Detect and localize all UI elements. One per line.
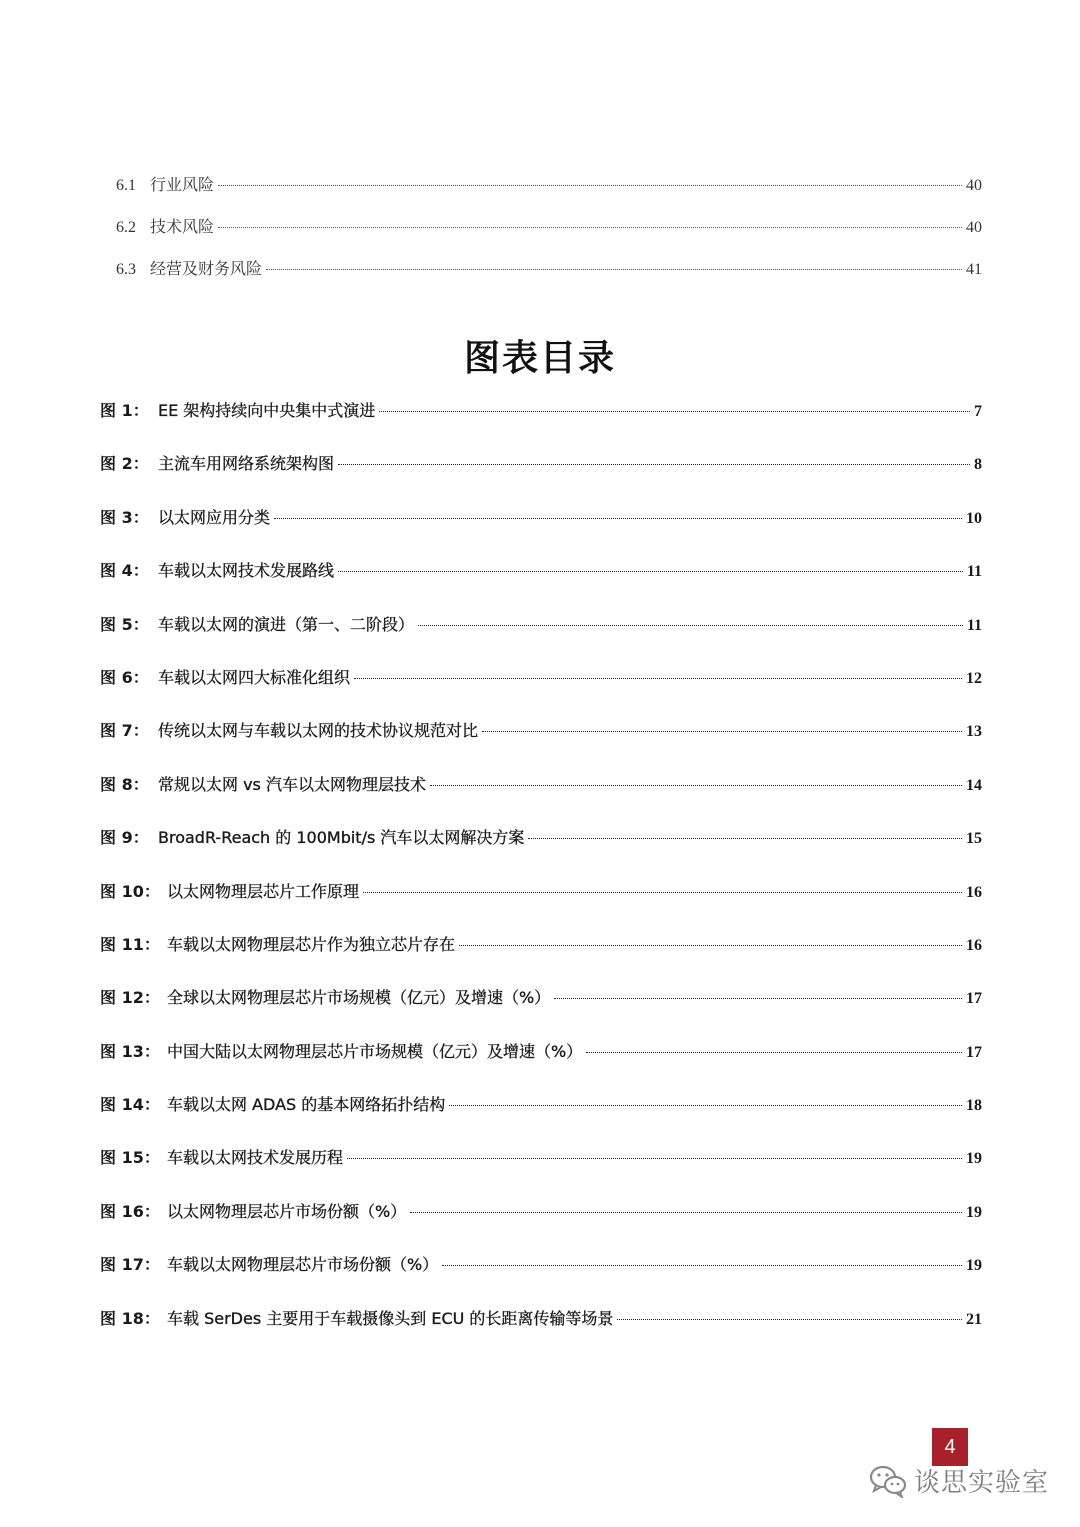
toc-title: 行业风险 (150, 175, 215, 194)
figure-label: 图 14： (100, 1095, 160, 1115)
figure-label: 图 13： (100, 1041, 160, 1061)
dot-leader (617, 1319, 962, 1320)
watermark (868, 1462, 1049, 1499)
figure-title: 传统以太网与车载以太网的技术协议规范对比 (158, 721, 479, 741)
figure-row[interactable] (100, 985, 982, 1038)
dot-leader (442, 1265, 962, 1266)
figure-title: 以太网物理层芯片工作原理 (167, 881, 360, 901)
figure-row[interactable] (100, 1252, 982, 1305)
dot-leader (338, 571, 963, 572)
figure-row[interactable] (100, 451, 982, 504)
figure-page: 16 (966, 883, 982, 901)
figure-title: 中国大陆以太网物理层芯片市场规模（亿元）及增速（%） (167, 1041, 583, 1061)
figure-label: 图 2： (100, 454, 149, 474)
figure-label: 图 17： (100, 1255, 160, 1275)
dot-leader (586, 1052, 962, 1053)
dot-leader (266, 269, 962, 270)
figure-page: 7 (974, 403, 982, 420)
figure-page: 17 (966, 1043, 982, 1061)
figure-title: 车载以太网 ADAS 的基本网络拓扑结构 (167, 1095, 446, 1115)
figure-label: 图 3： (100, 507, 149, 527)
figure-title: 车载以太网技术发展路线 (158, 561, 335, 581)
figure-label: 图 10： (100, 881, 160, 901)
toc-title: 经营及财务风险 (150, 259, 263, 278)
figure-title: 车载以太网四大标准化组织 (158, 667, 351, 687)
figure-label: 图 8： (100, 774, 149, 794)
figure-title: 以太网应用分类 (158, 507, 271, 527)
toc-row[interactable] (116, 256, 982, 298)
toc-row[interactable] (116, 214, 982, 256)
figure-page: 19 (966, 1203, 982, 1221)
toc-row[interactable] (116, 172, 982, 214)
figure-title: 全球以太网物理层芯片市场规模（亿元）及增速（%） (167, 988, 551, 1008)
toc-page: 41 (966, 261, 982, 278)
figure-label: 图 11： (100, 934, 160, 954)
figure-label: 图 9： (100, 828, 149, 848)
figure-title: 常规以太网 vs 汽车以太网物理层技术 (158, 774, 426, 794)
figure-title: BroadR-Reach 的 100Mbit/s 汽车以太网解决方案 (158, 828, 525, 848)
figure-page: 13 (966, 723, 982, 741)
dot-leader (338, 464, 970, 465)
figure-label: 图 18： (100, 1308, 160, 1328)
figure-page: 11 (966, 563, 982, 581)
figure-label: 图 4： (100, 561, 149, 581)
figure-label: 图 12： (100, 988, 160, 1008)
figure-title: 以太网物理层芯片市场份额（%） (167, 1201, 407, 1221)
figure-row[interactable] (100, 1092, 982, 1145)
figure-label: 图 1： (100, 401, 149, 420)
figure-label: 图 5： (100, 614, 149, 634)
toc-number: 6.1 (116, 177, 136, 194)
figure-page: 18 (966, 1097, 982, 1115)
wechat-icon (868, 1464, 908, 1498)
figure-row[interactable] (100, 879, 982, 932)
figure-page: 19 (966, 1257, 982, 1275)
figure-page: 10 (966, 509, 982, 527)
figure-label: 图 6： (100, 667, 149, 687)
dot-leader (274, 518, 962, 519)
figure-label: 图 16： (100, 1201, 160, 1221)
figure-page: 21 (966, 1310, 982, 1328)
figure-list (100, 398, 982, 1359)
dot-leader (363, 892, 962, 893)
figure-row[interactable] (100, 398, 982, 451)
toc-title: 技术风险 (150, 217, 215, 236)
figure-page: 15 (966, 830, 982, 848)
figure-title: 车载以太网物理层芯片市场份额（%） (167, 1255, 439, 1275)
figure-page: 19 (966, 1150, 982, 1168)
figure-page: 16 (966, 936, 982, 954)
figure-row[interactable] (100, 825, 982, 878)
figure-row[interactable] (100, 505, 982, 558)
figure-row[interactable] (100, 932, 982, 985)
figure-row[interactable] (100, 1039, 982, 1092)
figure-row[interactable] (100, 612, 982, 665)
toc-page: 40 (966, 219, 982, 236)
figure-title: EE 架构持续向中央集中式演进 (158, 401, 376, 420)
figure-row[interactable] (100, 558, 982, 611)
dot-leader (354, 678, 962, 679)
dot-leader (449, 1105, 962, 1106)
figure-title: 车载以太网物理层芯片作为独立芯片存在 (167, 934, 456, 954)
dot-leader (379, 411, 970, 412)
figure-title: 主流车用网络系统架构图 (158, 454, 335, 474)
toc-number: 6.2 (116, 219, 136, 236)
dot-leader (482, 731, 962, 732)
figure-label: 图 15： (100, 1148, 160, 1168)
dot-leader (347, 1158, 962, 1159)
figure-row[interactable] (100, 1145, 982, 1198)
figure-page: 14 (966, 776, 982, 794)
figure-row[interactable] (100, 665, 982, 718)
figure-row[interactable] (100, 772, 982, 825)
dot-leader (528, 838, 962, 839)
figure-title: 车载以太网技术发展历程 (167, 1148, 344, 1168)
dot-leader (418, 625, 963, 626)
dot-leader (430, 785, 962, 786)
figure-page: 12 (966, 669, 982, 687)
figure-page: 8 (974, 456, 982, 474)
dot-leader (459, 945, 962, 946)
figure-page: 17 (966, 990, 982, 1008)
watermark-text: 谈思实验室 (914, 1468, 1050, 1498)
figure-page: 11 (966, 616, 982, 634)
dot-leader (554, 998, 962, 999)
figure-title: 车载以太网的演进（第一、二阶段） (158, 614, 415, 634)
figure-label: 图 7： (100, 721, 149, 741)
dot-leader (410, 1212, 962, 1213)
figure-row[interactable] (100, 1306, 982, 1359)
toc-number: 6.3 (116, 261, 136, 278)
dot-leader (218, 227, 962, 228)
page-number-badge: 4 (932, 1428, 968, 1466)
figure-list-heading: 图表目录 (463, 338, 616, 379)
toc-page: 40 (966, 177, 982, 194)
toc-section-6 (116, 172, 982, 298)
figure-title: 车载 SerDes 主要用于车载摄像头到 ECU 的长距离传输等场景 (167, 1308, 614, 1328)
figure-row[interactable] (100, 718, 982, 771)
figure-row[interactable] (100, 1199, 982, 1252)
dot-leader (218, 185, 962, 186)
